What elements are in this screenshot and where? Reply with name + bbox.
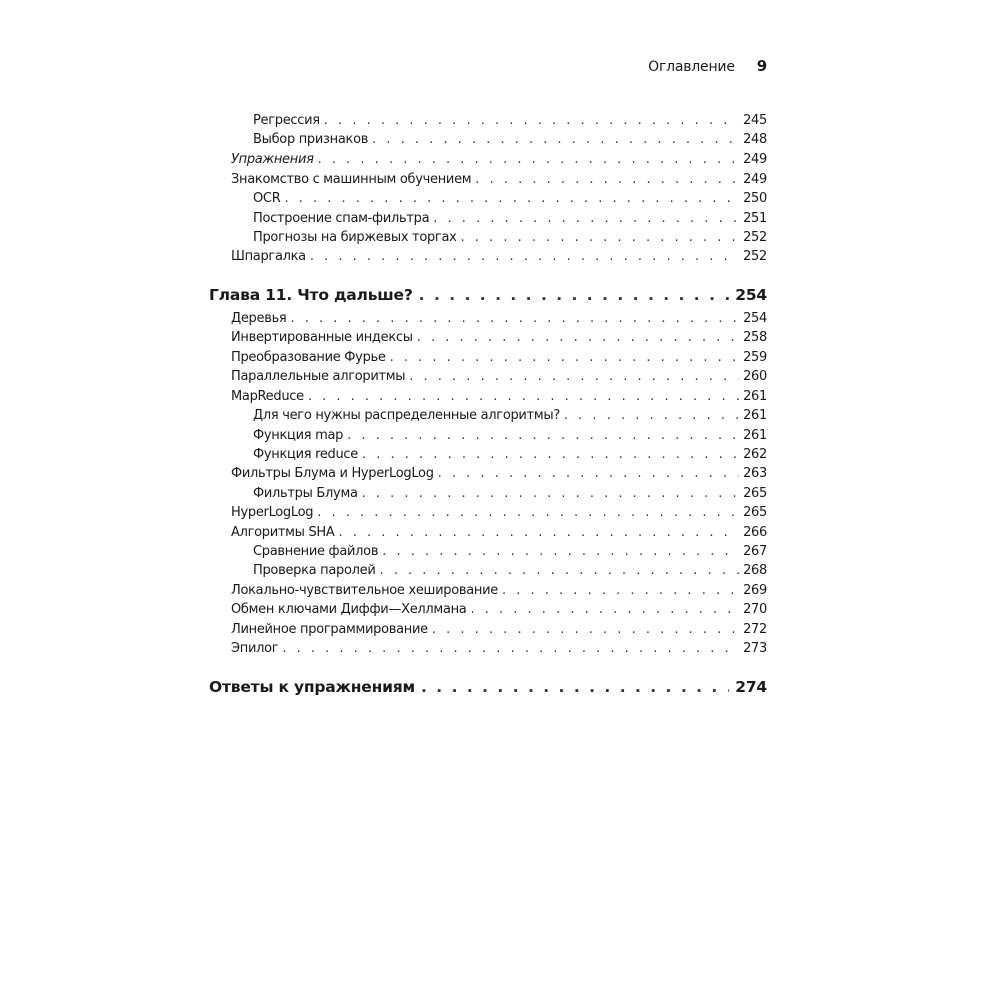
toc-entry (209, 368, 767, 387)
toc-entry-page: 251 (743, 211, 767, 226)
toc-entry-title: Регрессия (253, 113, 320, 128)
toc-entry-title: Линейное программирование (231, 622, 428, 637)
dot-leader (438, 465, 739, 483)
toc-entry-title: Фильтры Блума и HyperLogLog (231, 466, 434, 481)
toc-entry (209, 427, 767, 446)
dot-leader (290, 310, 739, 328)
toc-entry-title: Функция map (253, 428, 344, 443)
toc-entry (209, 640, 767, 659)
dot-leader (433, 210, 739, 228)
toc-entry-title: Параллельные алгоритмы (231, 369, 406, 384)
toc-entry-title: Выбор признаков (253, 132, 369, 147)
dot-leader (338, 524, 739, 542)
toc-entry (209, 582, 767, 601)
dot-leader (379, 562, 739, 580)
toc-entry (209, 349, 767, 368)
toc-entry-page: 249 (743, 152, 767, 167)
toc-entry-title: Прогнозы на биржевых торгах (253, 230, 457, 245)
toc-entry (209, 562, 767, 581)
toc-entry-title: Глава 11. Что дальше? (209, 286, 413, 304)
toc-entry-page: 254 (743, 311, 767, 326)
dot-leader (470, 601, 739, 619)
toc-entry-title: Проверка паролей (253, 563, 376, 578)
toc-entry (209, 504, 767, 523)
toc-entry-title: OCR (253, 191, 281, 206)
dot-leader (502, 582, 739, 600)
toc-entry-page: 248 (743, 132, 767, 147)
toc-entry-page: 249 (743, 172, 767, 187)
toc-entry-page: 274 (735, 678, 767, 696)
toc-entry (209, 210, 767, 229)
toc-entry-title: Знакомство с машинным обучением (231, 172, 472, 187)
toc-entry-page: 262 (743, 447, 767, 462)
toc-entry-page: 266 (743, 525, 767, 540)
toc-entry-page: 273 (743, 641, 767, 656)
dot-leader (308, 388, 739, 406)
dot-leader (347, 427, 739, 445)
toc-entry-page: 272 (743, 622, 767, 637)
dot-leader (417, 329, 739, 347)
toc-entry-title: Инвертированные индексы (231, 330, 413, 345)
toc-entry (209, 229, 767, 248)
toc-entry (209, 524, 767, 543)
toc-entry (209, 112, 767, 131)
dot-leader (432, 621, 739, 639)
toc-entry (209, 446, 767, 465)
toc-entry-title: Алгоритмы SHA (231, 525, 335, 540)
dot-leader (382, 543, 739, 561)
dot-leader (282, 640, 739, 658)
dot-leader (461, 229, 740, 247)
toc-entry (209, 465, 767, 484)
dot-leader (564, 407, 739, 425)
toc-entry-title: Фильтры Блума (253, 486, 358, 501)
dot-leader (310, 248, 739, 266)
toc-entry-page: 254 (735, 286, 767, 304)
dot-leader (372, 131, 739, 149)
toc-entry (209, 543, 767, 562)
toc-entry-page: 252 (743, 249, 767, 264)
toc-entry (209, 485, 767, 504)
toc-entry (209, 131, 767, 150)
toc-entry-title: Упражнения (231, 152, 314, 167)
dot-leader (421, 676, 729, 698)
toc-entry (209, 248, 767, 267)
toc-entry (209, 151, 767, 170)
toc-entry-page: 263 (743, 466, 767, 481)
toc-chapter-entry (209, 676, 767, 698)
running-head (648, 57, 767, 75)
toc-entry-title: Преобразование Фурье (231, 350, 386, 365)
toc-entry-title: Построение спам-фильтра (253, 211, 430, 226)
toc-entry-page: 261 (743, 389, 767, 404)
toc-entry-title: Эпилог (231, 641, 279, 656)
dot-leader (409, 368, 739, 386)
toc-entry-page: 258 (743, 330, 767, 345)
toc-entry-title: Для чего нужны распределенные алгоритмы? (253, 408, 560, 423)
toc-entry (209, 171, 767, 190)
toc-entry-title: Сравнение файлов (253, 544, 379, 559)
toc-entry-title: Ответы к упражнениям (209, 678, 415, 696)
toc-entry-page: 245 (743, 113, 767, 128)
dot-leader (390, 349, 739, 367)
dot-leader (284, 190, 739, 208)
toc-entry-page: 265 (743, 486, 767, 501)
toc-entry (209, 329, 767, 348)
toc-entry-page: 250 (743, 191, 767, 206)
toc-entry-page: 261 (743, 408, 767, 423)
toc-entry-page: 268 (743, 563, 767, 578)
toc-entry (209, 310, 767, 329)
dot-leader (419, 284, 730, 306)
toc-entry-page: 261 (743, 428, 767, 443)
toc-entry-page: 260 (743, 369, 767, 384)
dot-leader (317, 504, 739, 522)
toc-entry-title: Шпаргалка (231, 249, 306, 264)
running-head-title: Оглавление (648, 59, 735, 75)
toc-entry-title: Функция reduce (253, 447, 358, 462)
toc-entry-page: 267 (743, 544, 767, 559)
toc-entry (209, 601, 767, 620)
toc-entry-page: 270 (743, 602, 767, 617)
toc-entry (209, 621, 767, 640)
toc-entry-title: Локально-чувствительное хеширование (231, 583, 498, 598)
dot-leader (475, 171, 739, 189)
dot-leader (362, 446, 739, 464)
dot-leader (324, 112, 739, 130)
running-head-page-number: 9 (756, 57, 767, 75)
toc-entry-page: 259 (743, 350, 767, 365)
toc-entry (209, 388, 767, 407)
toc-entry (209, 190, 767, 209)
toc-entry (209, 407, 767, 426)
toc-entry-page: 252 (743, 230, 767, 245)
toc-entry-title: Деревья (231, 311, 287, 326)
toc-entry-title: MapReduce (231, 389, 304, 404)
toc-chapter-entry (209, 284, 767, 306)
toc-entry-page: 269 (743, 583, 767, 598)
toc-entry-title: HyperLogLog (231, 505, 314, 520)
dot-leader (362, 485, 739, 503)
dot-leader (318, 151, 739, 169)
toc-entry-page: 265 (743, 505, 767, 520)
toc-entry-title: Обмен ключами Диффи—Хеллмана (231, 602, 467, 617)
